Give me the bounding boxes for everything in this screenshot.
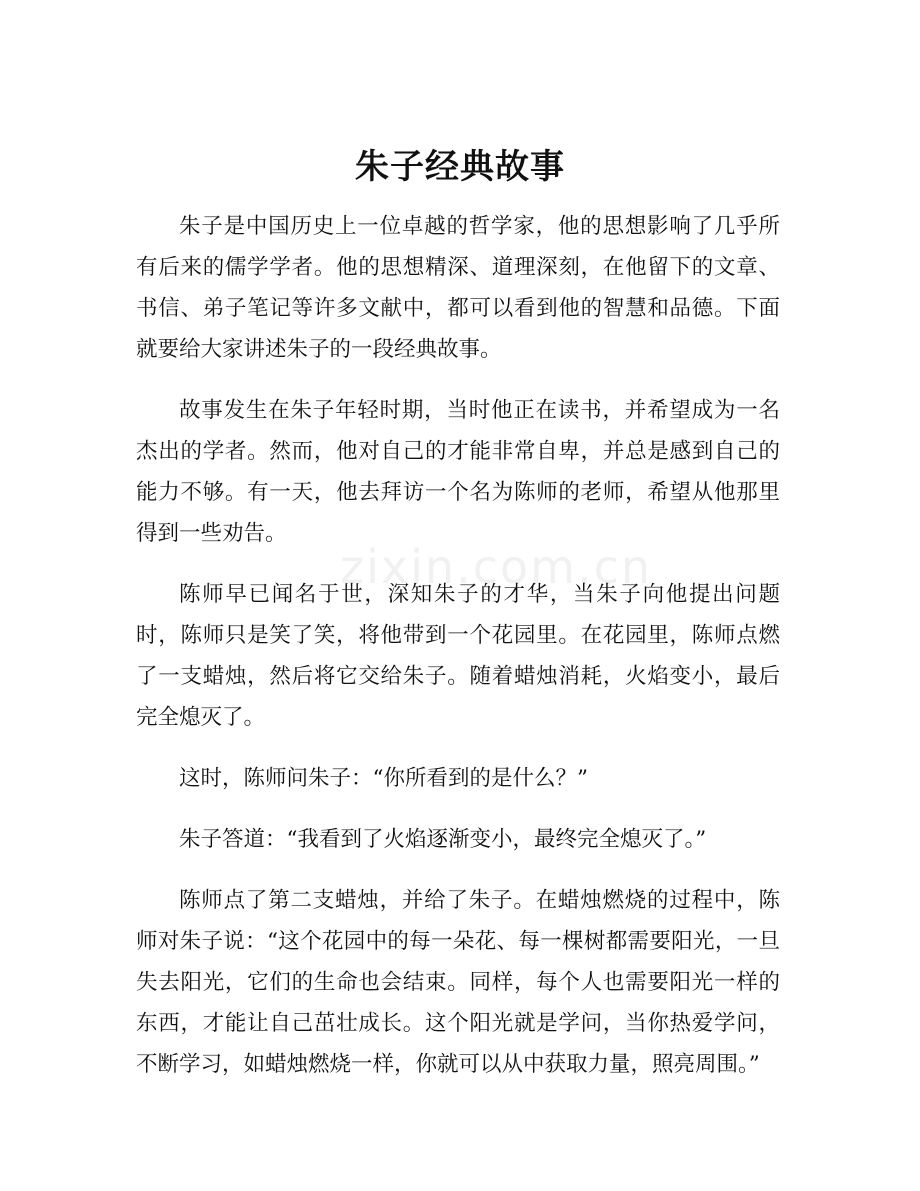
page-title: 朱子经典故事: [355, 147, 565, 187]
paragraph-youth: 故事发生在朱子年轻时期，当时他正在读书，并希望成为一名杰出的学者。然而，他对自己的才能非常自卑，并总是感到自己的能力不够。有一天，他去拜访一个名为陈师的老师，希望从他那里得到一些劝告。: [136, 398, 780, 546]
paragraph-intro: 朱子是中国历史上一位卓越的哲学家，他的思想影响了几乎所有后来的儒学学者。他的思想精深、道理深刻，在他留下的文章、书信、弟子笔记等许多文献中，都可以看到他的智慧和品德。下面就要给大家讲述朱子的一段经典故事。: [136, 214, 780, 362]
paragraph-garden: 陈师早已闻名于世，深知朱子的才华，当朱子向他提出问题时，陈师只是笑了笑，将他带到一个花园里。在花园里，陈师点燃了一支蜡烛，然后将它交给朱子。随着蜡烛消耗，火焰变小，最后完全熄灭了。: [136, 582, 780, 730]
document-body: [136, 206, 780, 1105]
paragraph-question: 这时，陈师问朱子：“你所看到的是什么？”: [179, 766, 588, 791]
watermark: zixin.com.cn: [340, 540, 653, 594]
paragraph-lesson: 陈师点了第二支蜡烛，并给了朱子。在蜡烛燃烧的过程中，陈师对朱子说：“这个花园中的每一朵花、每一棵树都需要阳光，一旦失去阳光，它们的生命也会结束。同样，每个人也需要阳光一样的东西，才能让自己茁壮成长。这个阳光就是学问，当你热爱学问，不断学习，如蜡烛燃烧一样，你就可以从中获取力量，照亮周围。”: [136, 888, 780, 1077]
paragraph-answer: 朱子答道：“我看到了火焰逐渐变小，最终完全熄灭了。”: [179, 827, 707, 852]
